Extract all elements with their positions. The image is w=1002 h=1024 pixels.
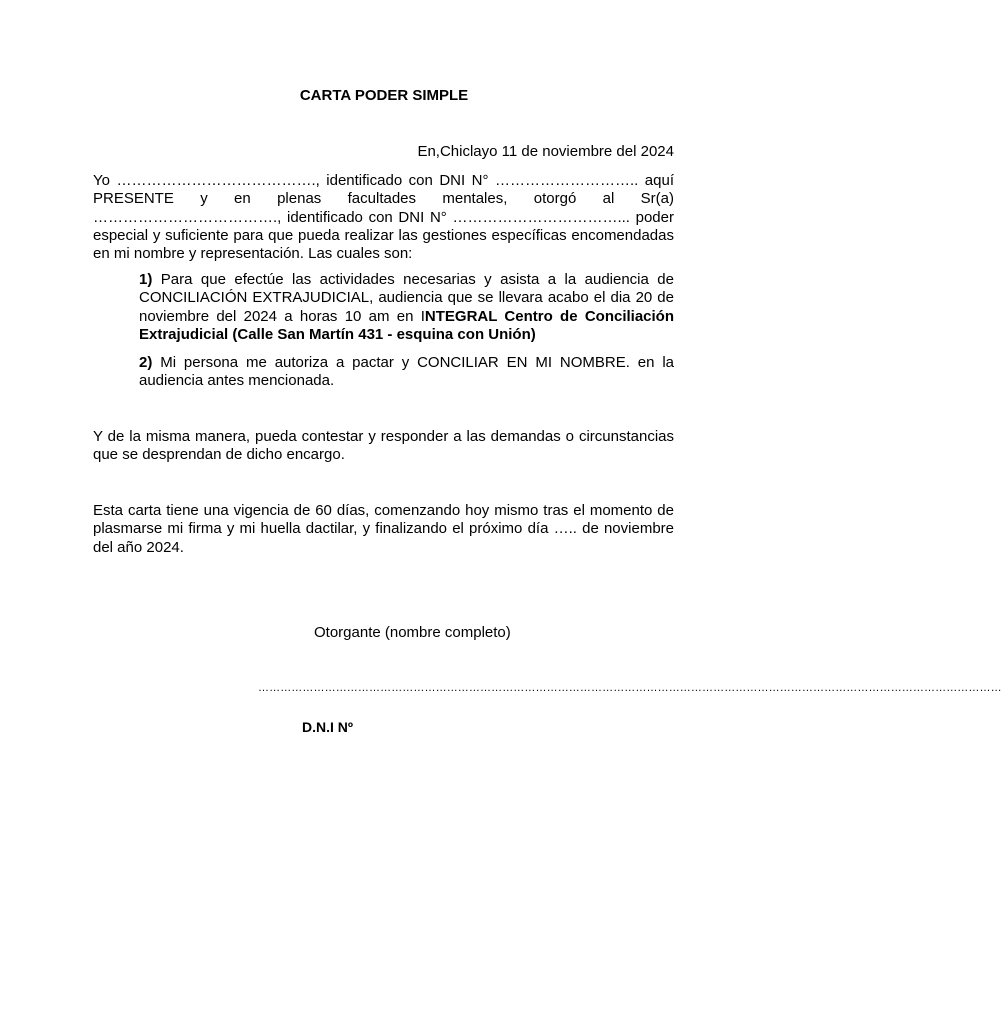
paragraph-validity: Esta carta tiene una vigencia de 60 días, comenzando hoy mismo tras el momento de plasmarse mi firma y mi huella dactilar, y finalizando el próximo día ….. de noviembre del año 2024. — [93, 502, 674, 556]
intro-paragraph: Yo …………………………………., identificado con DNI N° ……………………….. aquí PRESENTE y en plenas facultades mentales, otorgó al Sr(a) ………………………………., identificado con DNI N° ……………………………... poder especial y suficiente para que pueda realizar las gestiones específicas encomendadas en mi nombre y representación. Las cuales son: — [93, 172, 674, 263]
list-item-1-number: 1) — [139, 271, 153, 288]
signature-line: ………………………………………………………………………………………………………………………………………………………………………………… — [258, 682, 1002, 694]
list-item-1 — [139, 271, 674, 344]
document-title: CARTA PODER SIMPLE — [299, 87, 469, 104]
otorgante-label: Otorgante (nombre completo) — [314, 624, 511, 641]
list-item-2-number: 2) — [139, 354, 153, 371]
dni-label: D.N.I Nº — [302, 719, 354, 735]
list-item-1-text: Para que efectúe las actividades necesarias y asista a la audiencia de CONCILIACIÓN EXTRAJUDICIAL, audiencia que se llevara acabo el dia 20 de noviembre del 2024 a horas 10 am en I — [139, 271, 674, 325]
list-item-2-text: Mi persona me autoriza a pactar y CONCILIAR EN MI NOMBRE. en la audiencia antes mencionada. — [139, 354, 674, 390]
list-item-2 — [139, 354, 674, 391]
date-line: En,Chiclayo 11 de noviembre del 2024 — [417, 143, 674, 160]
paragraph-respond: Y de la misma manera, pueda contestar y responder a las demandas o circunstancias que se desprendan de dicho encargo. — [93, 428, 674, 464]
list-item-1-bold-text: NTEGRAL Centro de Conciliación Extrajudicial (Calle San Martín 431 - esquina con Unión) — [139, 307, 675, 343]
